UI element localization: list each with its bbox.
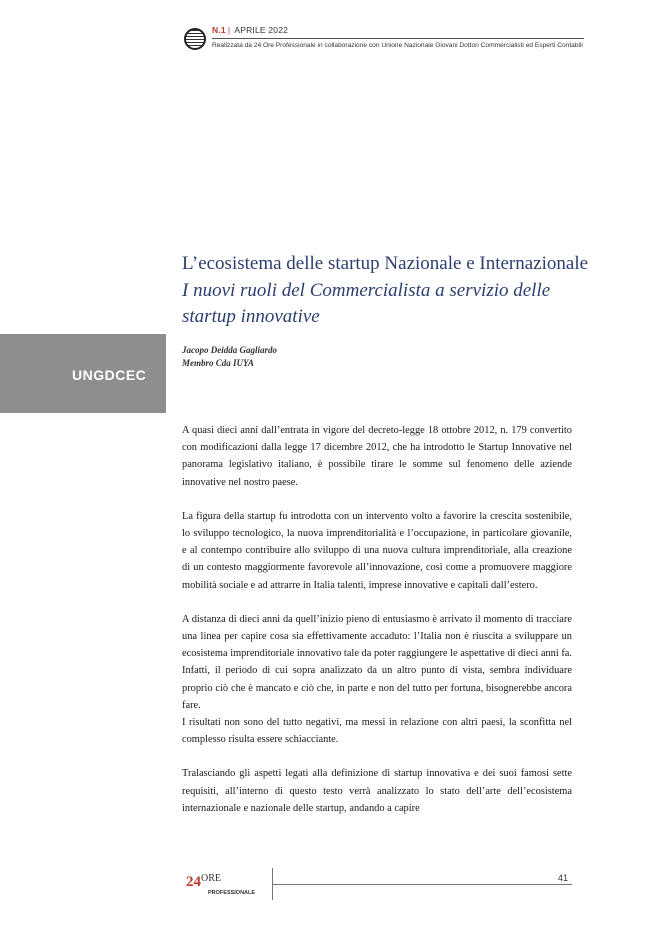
issue-date: APRILE 2022 [234,25,289,35]
brand-logo [186,873,256,896]
issue-line [212,25,288,35]
footer-rule [272,884,572,885]
article-body [182,422,572,834]
publication-logo-icon [184,28,206,50]
paragraph: I risultati non sono del tutto negativi, ma messi in relazione con altri paesi, la sconfitta nel complesso risulta essere schiacciante. [182,717,572,746]
header-rule [212,38,584,39]
masthead [184,22,584,54]
issue-separator: | [227,25,231,35]
author-name: Jacopo Deidda Gagliardo [182,345,277,355]
issue-number: N.1 [212,25,226,35]
article-title: L’ecosistema delle startup Nazionale e Internazionale [182,253,589,274]
paragraph: Tralasciando gli aspetti legati alla definizione di startup innovativa e dei suoi famosi sette requisiti, all’interno di questo testo verrà analizzato lo stato dell’arte dell’ecosistema internazionale e nazionale delle startup, andando a capire [182,768,572,814]
paragraph: A quasi dieci anni dall’entrata in vigore del decreto-legge 18 ottobre 2012, n. 179 convertito con modificazioni dalla legge 17 dicembre 2012, che ha introdotto le Startup Innovative nel panorama legislativo italiano, è possibile tirare le somme sul fenomeno delle aziende innovative nel nostro paese. [182,425,572,488]
brand-subtitle: PROFESSIONALE [208,890,256,896]
author-role: Membro Cda IUYA [182,358,254,368]
page-number: 41 [558,873,569,883]
brand-number: 24 [186,874,201,890]
section-tag-label: UNGDCEC [72,367,147,383]
author-block [182,344,277,370]
paragraph: La figura della startup fu introdotta con un intervento volto a favorire la crescita sostenibile, lo sviluppo tecnologico, la nuova imprenditorialità e l’occupazione, in particolare giovanile, e al contempo contribuire allo sviluppo di una nuova cultura imprenditoriale, alla creazione di un contesto maggiormente favorevole all’innovazione, così come a promuovere maggiore mobilità sociale e ad attrarre in Italia talenti, imprese innovative e capitali dall’estero. [182,510,572,591]
section-tag [0,334,166,413]
article-subtitle: I nuovi ruoli del Commercialista a servizio delle startup innovative [182,280,551,327]
paragraph: A distanza di dieci anni da quell’inizio pieno di entusiasmo è arrivato il momento di tracciare una linea per capire cosa sia effettivamente accaduto: l’Italia non è riuscita a sviluppare un ecosistema imprenditoriale innovativo tale da poter raggiungere le aspettative di dieci anni fa. Infatti, il periodo di cui sopra analizzato da un altro punto di vista, sembra individuare proprio ciò che è mancato e ciò che, in parte e non del tutto per fortuna, bisognerebbe ancora fare. [182,613,572,711]
collaboration-note: Realizzata da 24 Ore Professionale in collaborazione con Unione Nazionale Giovani Dottori Commercialisti ed Esperti Contabili [212,42,583,49]
brand-word: ORE [201,873,221,884]
